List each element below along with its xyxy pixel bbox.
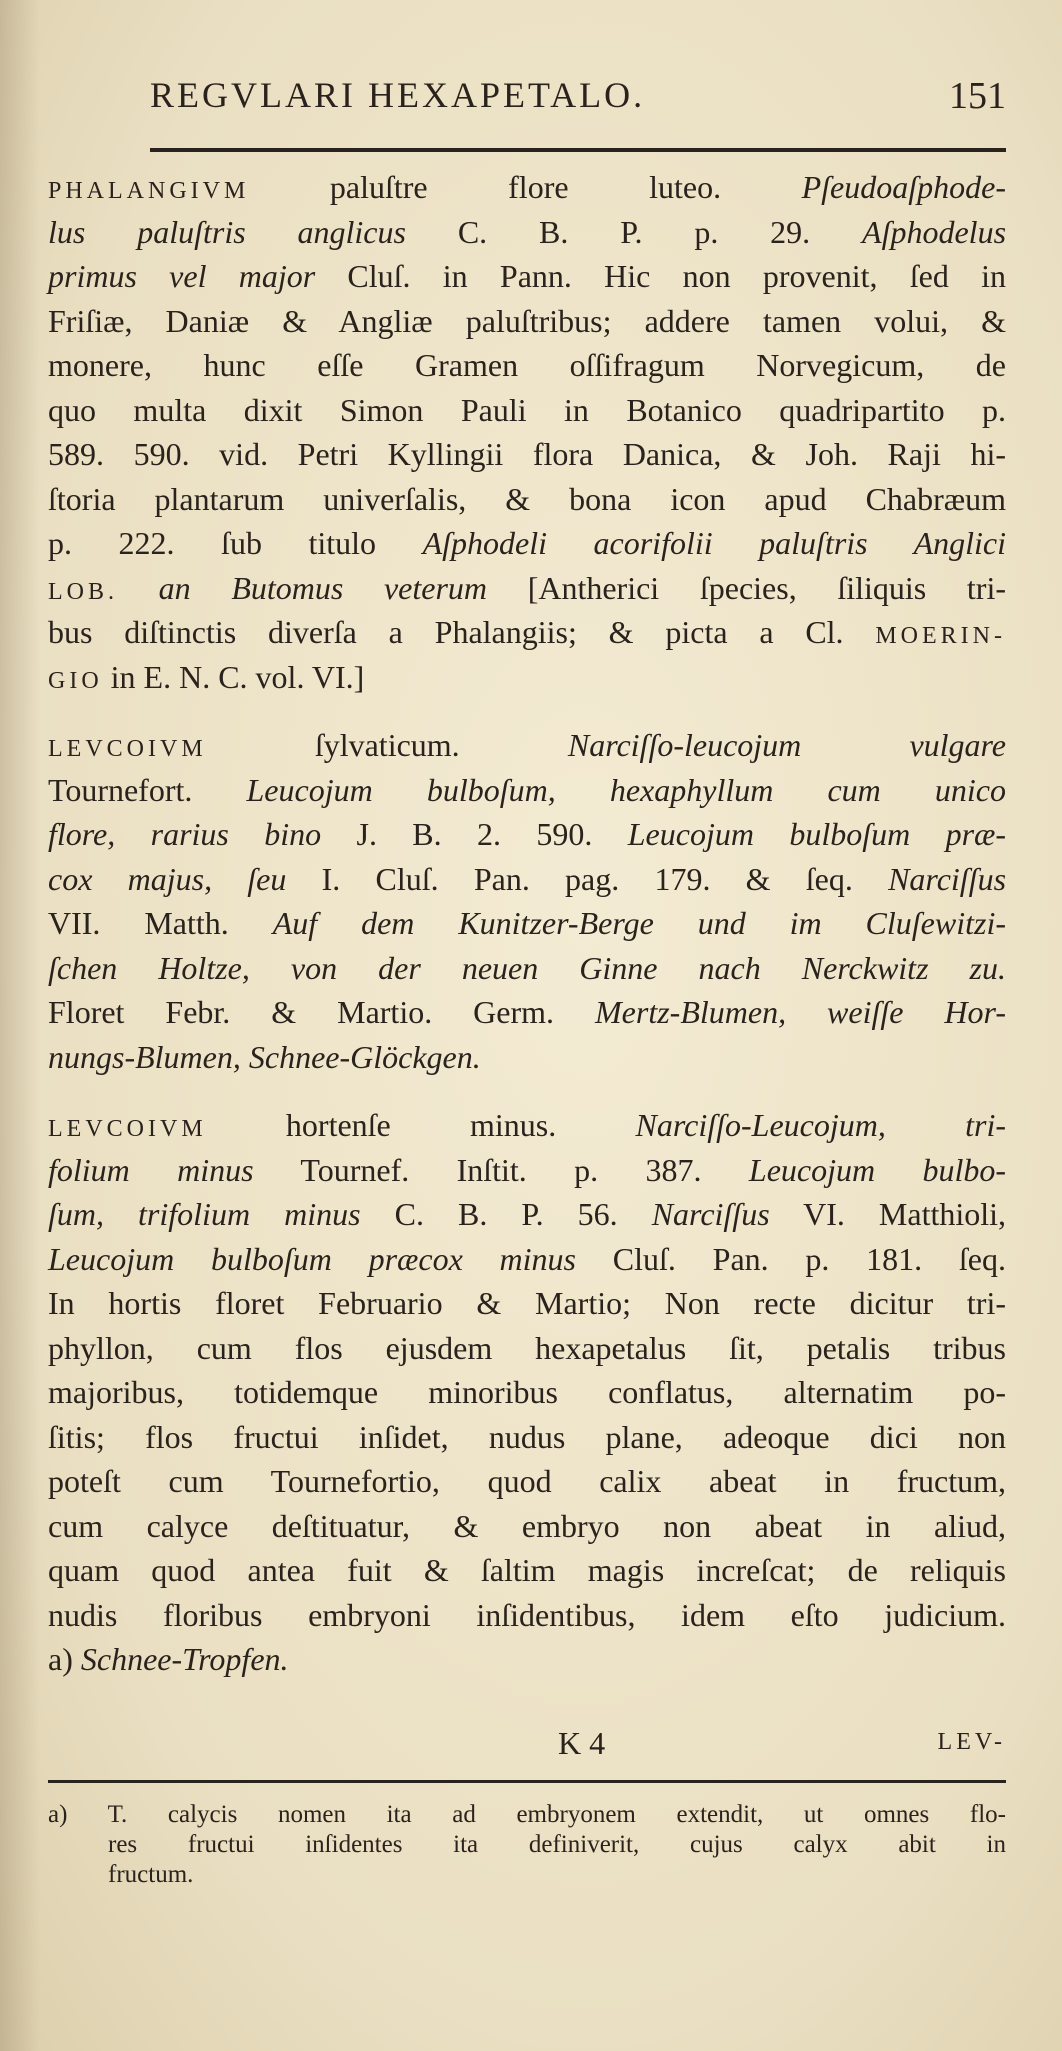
text-line: [48, 655, 1006, 700]
text-span: quo multa dixit Simon Pauli in Botanico quadripartito p.: [48, 391, 1006, 428]
text-span: cum calyce deſtituatur, & embryo non abeat in aliud,: [48, 1507, 1006, 1544]
italic-span: flore, rarius bino: [48, 816, 322, 852]
text-span: ſtoria plantarum univerſalis, & bona icon apud Chabræum: [48, 480, 1006, 517]
italic-span: Aſphodelus: [862, 213, 1007, 250]
italic-span: folium minus: [48, 1151, 254, 1188]
italic-span: ſchen Holtze, von der neuen Ginne nach Nerckwitz zu.: [48, 949, 1006, 986]
text-span: VII. Matth.: [48, 905, 273, 941]
text-span: C. B. P. p. 29.: [405, 213, 863, 250]
text-line: [48, 1504, 1006, 1549]
text-span: Tournefort.: [48, 771, 247, 808]
text-span: majoribus, totidemque minoribus conflatus, alternatim po-: [48, 1374, 1006, 1410]
italic-span: Leucojum bulboſum, hexaphyllum cum unico: [246, 771, 1006, 808]
text-span: [Antherici ſpecies, ſiliquis tri-: [487, 569, 1006, 606]
text-line: [48, 901, 1006, 946]
italic-span: Narciſſo-leucojum vulgare: [567, 727, 1007, 763]
text-line: [48, 1370, 1006, 1415]
text-span: VI. Matthioli,: [769, 1196, 1007, 1232]
text-line: [48, 1637, 1006, 1682]
paragraph: [48, 1103, 1006, 1682]
text-line: [48, 388, 1006, 433]
small-caps-span: LEVCOIVM: [48, 1116, 207, 1142]
text-line: [48, 210, 1006, 255]
text-line: [48, 566, 1006, 611]
text-line: [48, 857, 1006, 902]
text-span: quam quod antea fuit & ſaltim magis increſcat; de reliquis: [48, 1552, 1006, 1588]
italic-span: Leucojum bulbo-: [748, 1151, 1007, 1188]
text-line: [48, 343, 1006, 388]
text-span: I. Cluſ. Pan. pag. 179. & ſeq.: [286, 860, 889, 897]
text-line: [48, 946, 1006, 991]
text-line: [48, 165, 1006, 210]
signature-mark: K 4: [558, 1725, 606, 1761]
italic-span: ſum, trifolium minus: [48, 1196, 361, 1232]
footnote-line: fructum.: [108, 1861, 194, 1888]
text-line: [48, 521, 1006, 566]
italic-span: lus paluſtris anglicus: [48, 213, 406, 250]
text-span: p. 222. ſub titulo: [48, 525, 423, 561]
footnote: [48, 1800, 1006, 1890]
text-span: Cluſ. in Pann. Hic non provenit, ſed in: [315, 258, 1006, 294]
text-line: [48, 610, 1006, 655]
text-line: [48, 1148, 1006, 1193]
text-span: ſylvaticum.: [206, 727, 568, 763]
italic-span: Narciſſus: [888, 860, 1007, 897]
text-span: ſitis; flos fructui inſidet, nudus plane, adeoque dici non: [48, 1418, 1006, 1455]
text-span: [118, 570, 159, 606]
text-line: [48, 1237, 1006, 1282]
text-line: [48, 1281, 1006, 1326]
text-line: [48, 299, 1006, 344]
text-line: [48, 1192, 1006, 1237]
text-span: in E. N. C. vol. VI.]: [102, 658, 365, 695]
text-line: [48, 723, 1006, 768]
italic-span: Leucojum bulboſum præ-: [627, 816, 1007, 852]
italic-span: Pſeudoaſphode-: [801, 169, 1006, 205]
page-header: [150, 74, 1006, 134]
italic-span: Schnee-Tropfen.: [80, 1641, 289, 1677]
text-span: Floret Febr. & Martio. Germ.: [48, 994, 596, 1030]
italic-span: primus vel major: [48, 258, 316, 294]
text-span: Tournef. Inſtit. p. 387.: [253, 1151, 749, 1188]
small-caps-span: LEVCOIVM: [48, 736, 207, 762]
paragraph: [48, 165, 1006, 699]
text-span: In hortis floret Februario & Martio; Non recte dicitur tri-: [48, 1285, 1006, 1321]
text-line: [48, 1459, 1006, 1504]
text-span: C. B. P. 56.: [360, 1196, 652, 1232]
running-head: REGVLARI HEXAPETALO.: [150, 75, 646, 115]
text-line: [48, 1103, 1006, 1148]
text-span: paluſtre flore luteo.: [249, 169, 802, 205]
text-line: [48, 477, 1006, 522]
small-caps-span: PHALANGIVM: [48, 178, 250, 204]
text-line: [48, 432, 1006, 477]
footnote-line: a) T. calycis nomen ita ad embryonem extendit, ut omnes flo-: [48, 1801, 1006, 1828]
text-line: [48, 1035, 1006, 1080]
italic-span: Aſphodeli acorifolii paluſtris Anglici: [422, 525, 1007, 561]
text-span: phyllon, cum flos ejusdem hexapetalus ſit, petalis tribus: [48, 1329, 1006, 1366]
text-span: Friſiæ, Daniæ & Angliæ paluſtribus; addere tamen volui, &: [48, 302, 1006, 339]
catchword: LEV-: [937, 1729, 1006, 1755]
text-line: [48, 254, 1006, 299]
text-span: hortenſe minus.: [206, 1107, 636, 1143]
main-text: [48, 165, 1006, 1682]
small-caps-span: LOB.: [48, 578, 118, 605]
text-line: [48, 768, 1006, 813]
text-span: Cluſ. Pan. p. 181. ſeq.: [576, 1240, 1007, 1277]
italic-span: Mertz-Blumen, weiſſe Hor-: [595, 994, 1007, 1030]
text-line: [48, 812, 1006, 857]
gutter-shadow: [0, 0, 40, 2051]
italic-span: cox majus, ſeu: [48, 860, 287, 897]
italic-span: Narciſſo-Leucojum, tri-: [635, 1107, 1007, 1143]
text-span: nudis floribus embryoni inſidentibus, idem eſto judicium.: [48, 1596, 1006, 1633]
text-span: 589. 590. vid. Petri Kyllingii flora Danica, & Joh. Raji hi-: [48, 436, 1006, 472]
text-line: [48, 1415, 1006, 1460]
text-line: [48, 990, 1006, 1035]
text-span: J. B. 2. 590.: [321, 816, 628, 852]
italic-span: Leucojum bulboſum præcox minus: [48, 1240, 577, 1277]
text-span: a): [48, 1641, 81, 1677]
text-span: bus diſtinctis diverſa a Phalangiis; & picta a Cl.: [48, 614, 876, 650]
italic-span: nungs-Blumen, Schnee-Glöckgen.: [48, 1038, 481, 1075]
text-span: monere, hunc eſſe Gramen oſſifragum Norvegicum, de: [48, 347, 1006, 383]
header-rule: [150, 148, 1006, 152]
small-caps-span: GIO: [48, 667, 103, 694]
page-number: 151: [949, 75, 1006, 117]
text-line: [48, 1548, 1006, 1593]
text-line: [48, 1593, 1006, 1638]
italic-span: Narciſſus: [651, 1196, 770, 1232]
text-line: [48, 1326, 1006, 1371]
paragraph: [48, 723, 1006, 1079]
text-span: poteſt cum Tournefortio, quod calix abeat in fructum,: [48, 1463, 1006, 1499]
italic-span: Auf dem Kunitzer-Berge und im Cluſewitzi-: [272, 905, 1007, 941]
footnote-rule: [48, 1780, 1006, 1783]
footnote-line: res fructui inſidentes ita definiverit, cujus calyx abit in: [108, 1831, 1006, 1858]
catchline: [48, 1725, 1006, 1769]
italic-span: an Butomus veterum: [158, 569, 488, 606]
small-caps-span: MOERIN-: [875, 623, 1006, 649]
